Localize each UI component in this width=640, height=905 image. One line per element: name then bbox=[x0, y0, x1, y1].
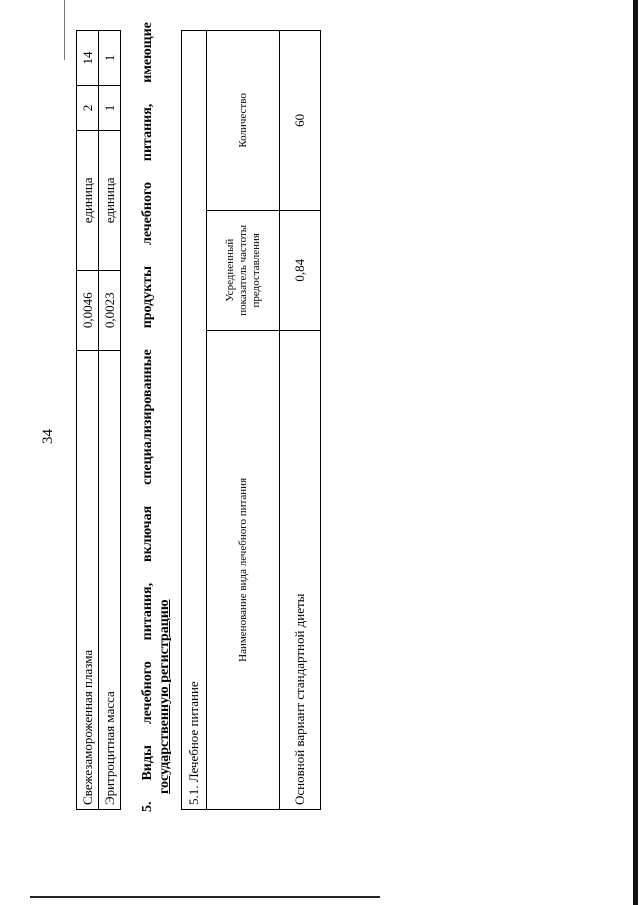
section-heading bbox=[139, 22, 173, 812]
column-header-quantity: Количество bbox=[207, 31, 280, 211]
rotated-page bbox=[0, 20, 307, 820]
component-name: Эритроцитная масса bbox=[99, 350, 121, 809]
heading-word: 5. bbox=[140, 801, 155, 812]
diet-name: Основной вариант стандартной диеты bbox=[280, 330, 321, 809]
heading-word: лечебного bbox=[140, 661, 155, 725]
scan-edge-right bbox=[633, 0, 638, 905]
heading-word: питания, bbox=[140, 582, 155, 641]
heading-word: продукты bbox=[140, 265, 155, 329]
table-row bbox=[280, 31, 321, 810]
table-row bbox=[77, 31, 99, 810]
frequency-value: 0,0046 bbox=[77, 270, 99, 350]
heading-word: имеющие bbox=[140, 22, 155, 83]
heading-word: питания, bbox=[140, 103, 155, 162]
column-header-frequency: Усредненный показатель частоты предоставления bbox=[207, 210, 280, 330]
blood-components-table bbox=[76, 30, 121, 810]
heading-word: специализированные bbox=[140, 349, 155, 485]
nutrition-table bbox=[181, 30, 321, 810]
scan-edge-bottom bbox=[30, 896, 380, 898]
page-number: 34 bbox=[40, 429, 56, 444]
cell-value: 1 bbox=[99, 85, 121, 130]
frequency-value: 0,0023 bbox=[99, 270, 121, 350]
table-caption: 5.1. Лечебное питание bbox=[182, 31, 207, 810]
component-name: Свежезамороженная плазма bbox=[77, 350, 99, 809]
diet-quantity: 60 bbox=[280, 31, 321, 211]
column-header-name: Наименование вида лечебного питания bbox=[207, 330, 280, 809]
heading-word: Виды bbox=[140, 745, 155, 781]
diet-frequency: 0,84 bbox=[280, 210, 321, 330]
heading-line-2: государственную регистрацию bbox=[157, 599, 172, 794]
unit: единица bbox=[99, 130, 121, 270]
heading-word: лечебного bbox=[140, 182, 155, 245]
cell-value: 1 bbox=[99, 31, 121, 86]
cell-value: 14 bbox=[77, 31, 99, 86]
heading-word: включая bbox=[140, 505, 155, 562]
unit: единица bbox=[77, 130, 99, 270]
heading-line-1 bbox=[139, 22, 156, 812]
table-row bbox=[99, 31, 121, 810]
cell-value: 2 bbox=[77, 85, 99, 130]
